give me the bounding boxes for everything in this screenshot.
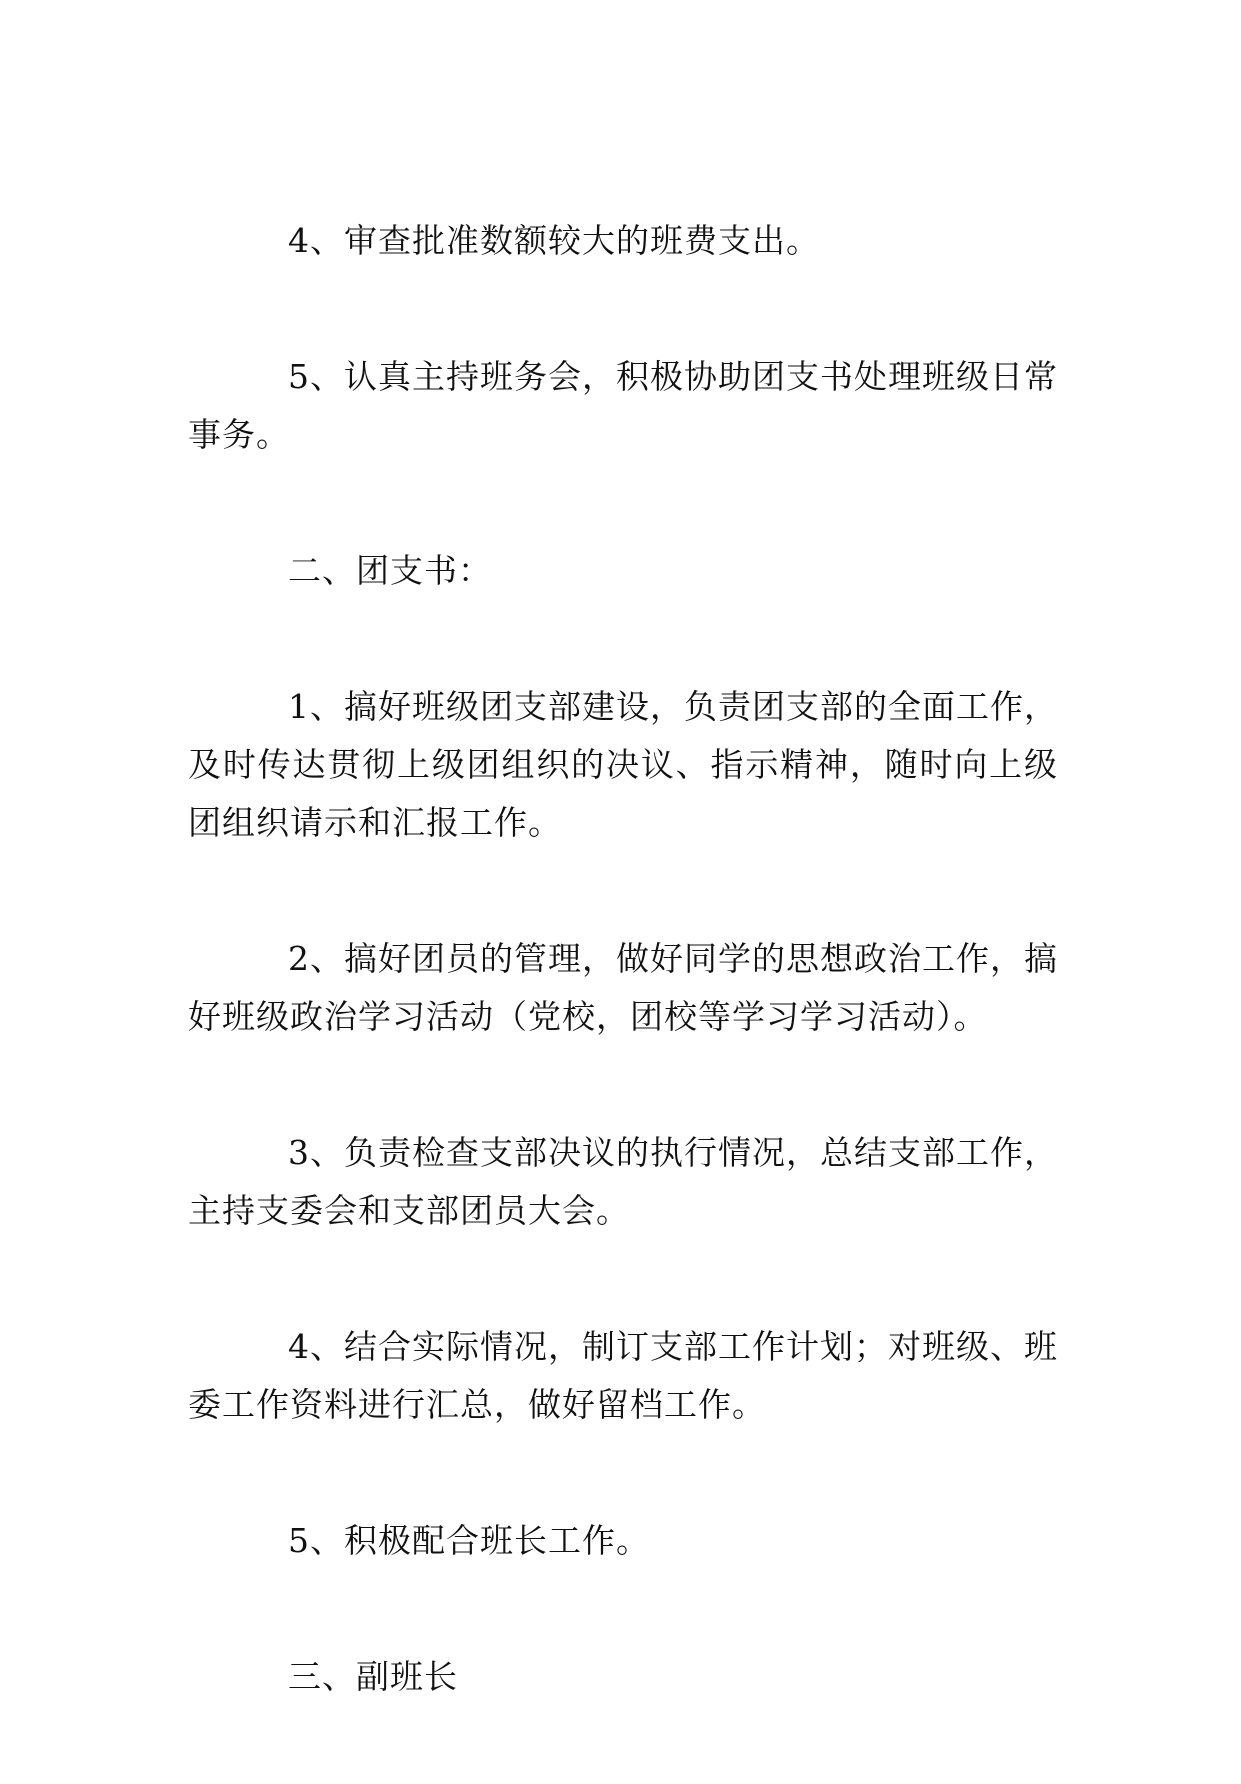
paragraph-item-1-league-branch: 1、搞好班级团支部建设，负责团支部的全面工作，及时传达贯彻上级团组织的决议、指示精神，随时向上级团组织请示和汇报工作。 (188, 687, 1058, 842)
paragraph-item-4-approve-expenses: 4、审查批准数额较大的班费支出。 (288, 221, 820, 260)
section-heading-league-secretary: 二、团支书： (288, 551, 492, 590)
paragraph-item-4-work-plan: 4、结合实际情况，制订支部工作计划；对班级、班委工作资料进行汇总，做好留档工作。 (188, 1327, 1058, 1424)
paragraph-item-2-member-management: 2、搞好团员的管理，做好同学的思想政治工作，搞好班级政治学习活动（党校，团校等学习学习活动）。 (188, 939, 1058, 1036)
section-heading-vice-monitor: 三、副班长 (288, 1657, 458, 1696)
paragraph-item-5-class-meeting: 5、认真主持班务会，积极协助团支书处理班级日常事务。 (188, 357, 1058, 454)
document-body (188, 212, 1058, 1784)
paragraph-item-3-check-resolutions: 3、负责检查支部决议的执行情况，总结支部工作，主持支委会和支部团员大会。 (188, 1133, 1058, 1230)
paragraph-item-5-support-monitor: 5、积极配合班长工作。 (288, 1521, 650, 1560)
